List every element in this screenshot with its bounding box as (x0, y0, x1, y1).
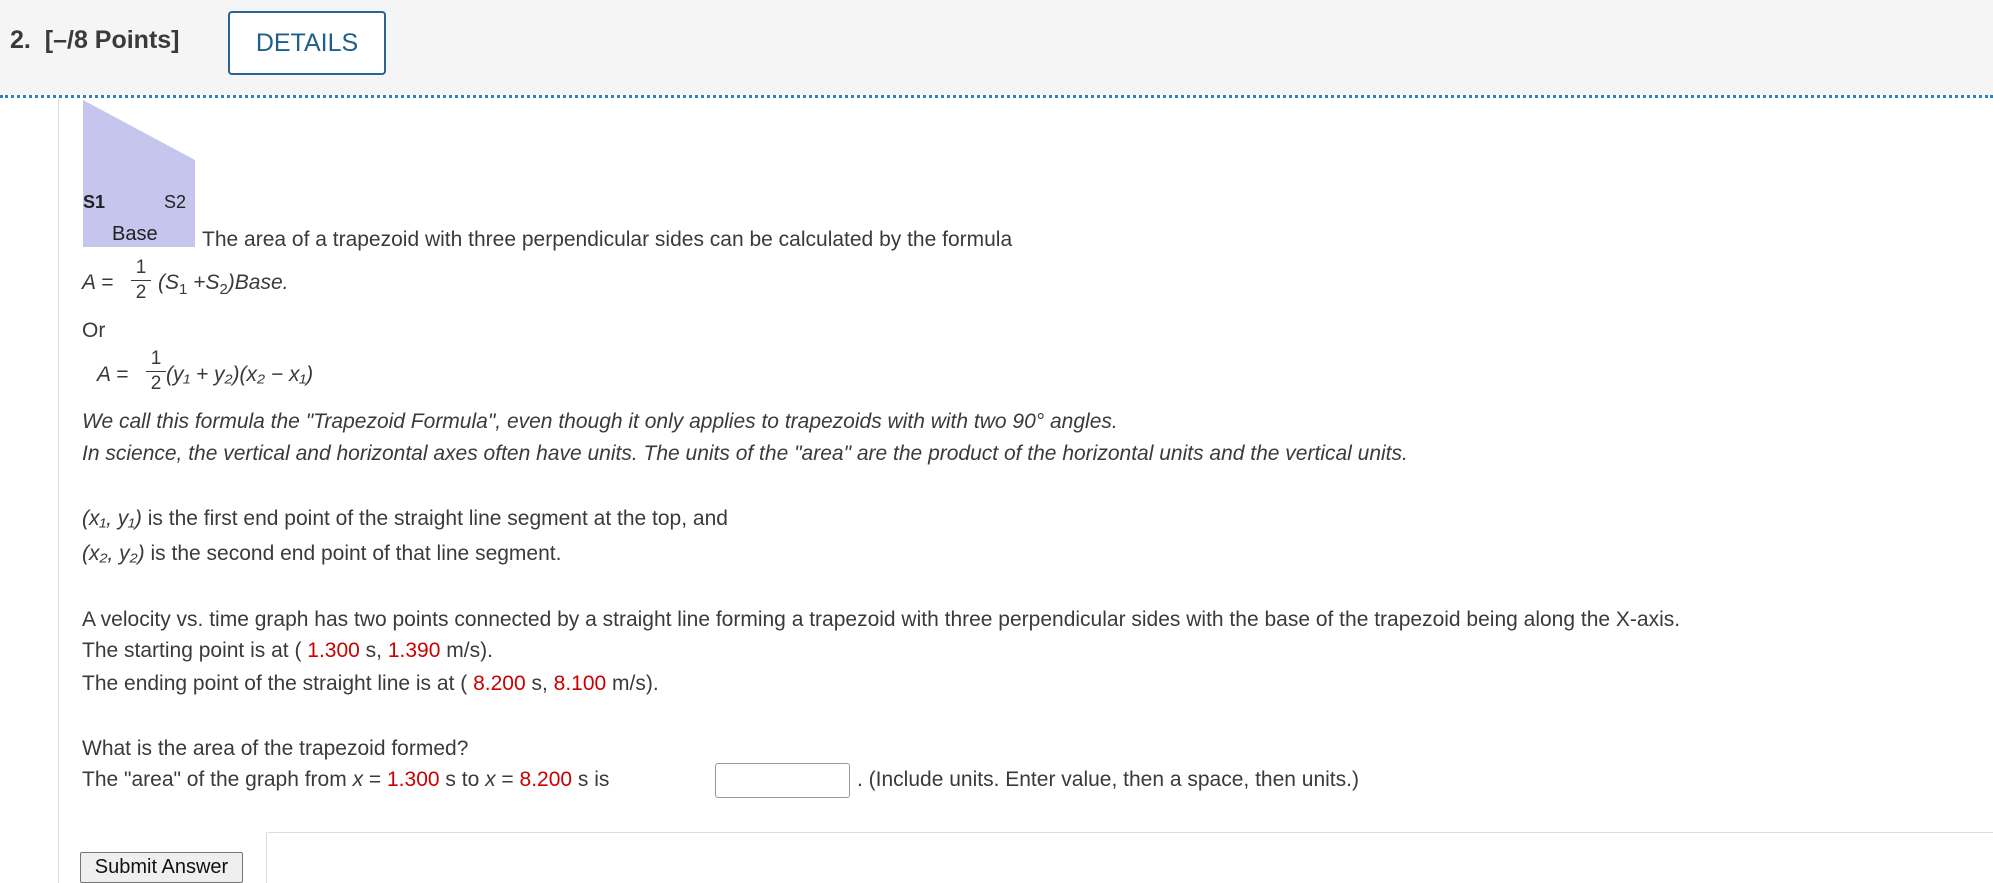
details-button[interactable]: DETAILS (228, 11, 386, 75)
note-1: We call this formula the "Trapezoid Formula", even though it only applies to trapezoids with with two 90° angles. (82, 410, 1118, 433)
question-number: 2. [–/8 Points] (10, 26, 180, 54)
graph-description: A velocity vs. time graph has two points connected by a straight line forming a trapezoid with three perpendicular sides with the base of the trapezoid being along the X-axis. (82, 608, 1681, 631)
submit-vertical-divider (266, 832, 267, 883)
answer-instructions: . (Include units. Enter value, then a space, then units.) (857, 768, 1359, 791)
left-border (58, 98, 59, 883)
fraction-half: 1 2 (131, 258, 151, 303)
note-2: In science, the vertical and horizontal axes often have units. The units of the "area" are the product of the horizontal units and the vertical units. (82, 442, 1408, 465)
figure-base-label: Base (112, 223, 158, 245)
point-2-text: (x₂, y₂) is the second end point of that line segment. (82, 542, 562, 565)
or-label: Or (82, 319, 106, 342)
submit-answer-button[interactable]: Submit Answer (80, 852, 243, 883)
answer-input[interactable] (715, 763, 850, 798)
figure-s2-label: S2 (164, 192, 187, 212)
area-prompt: The "area" of the graph from x = 1.300 s to x = 8.200 s is (82, 768, 610, 791)
figure-s1-label: S1 (83, 192, 106, 212)
fraction-half-2: 1 2 (146, 349, 166, 394)
question-text: What is the area of the trapezoid formed? (82, 737, 469, 760)
submit-divider (268, 832, 1993, 833)
header-divider (0, 95, 1993, 98)
point-1-text: (x₁, y₁) is the first end point of the straight line segment at the top, and (82, 507, 728, 530)
intro-text: The area of a trapezoid with three perpendicular sides can be calculated by the formula (202, 228, 1013, 251)
question-header (0, 0, 1993, 95)
ending-point-text: The ending point of the straight line is at ( 8.200 s, 8.100 m/s). (82, 672, 659, 695)
starting-point-text: The starting point is at ( 1.300 s, 1.390 m/s). (82, 639, 493, 662)
points-label: [–/8 Points] (44, 26, 180, 54)
